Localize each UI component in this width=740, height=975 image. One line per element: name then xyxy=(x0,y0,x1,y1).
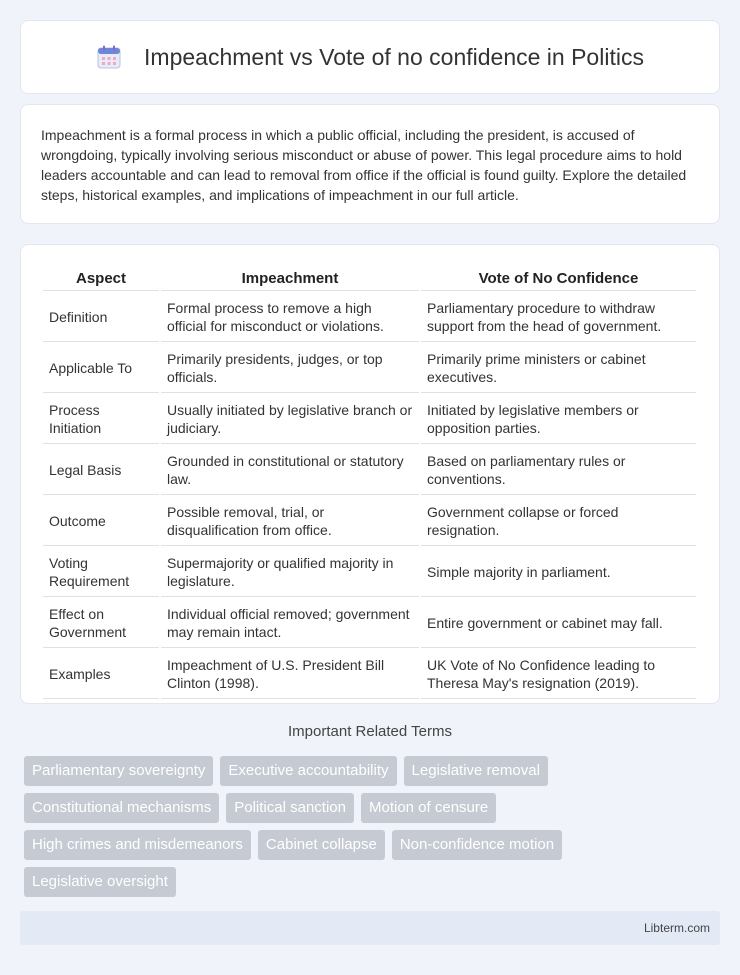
related-term-tag[interactable]: High crimes and misdemeanors xyxy=(24,830,251,860)
column-header-vote: Vote of No Confidence xyxy=(421,267,696,291)
column-header-impeachment: Impeachment xyxy=(161,267,419,291)
cell-vote: Entire government or cabinet may fall. xyxy=(421,599,696,648)
footer xyxy=(20,911,720,945)
table-row xyxy=(43,650,696,699)
related-terms-list xyxy=(24,756,716,904)
footer-brand: Libterm.com xyxy=(643,921,710,935)
related-term-tag[interactable]: Political sanction xyxy=(226,793,354,823)
table-row xyxy=(43,446,696,495)
cell-aspect: Applicable To xyxy=(43,344,159,393)
cell-vote: Based on parliamentary rules or conventions. xyxy=(421,446,696,495)
table-row xyxy=(43,548,696,597)
cell-aspect: Examples xyxy=(43,650,159,699)
cell-aspect: Effect on Government xyxy=(43,599,159,648)
related-term-tag[interactable]: Non-confidence motion xyxy=(392,830,562,860)
intro-text: Impeachment is a formal process in which a public official, including the president, is accused of wrongdoing, typically involving serious misconduct or abuse of power. This legal procedure aims to hold leaders accountable and can lead to removal from office if the official is found guilty. Explore the detailed steps, historical examples, and implications of impeachment in our full article. xyxy=(41,127,687,203)
table-row xyxy=(43,293,696,342)
cell-vote: UK Vote of No Confidence leading to Theresa May's resignation (2019). xyxy=(421,650,696,699)
cell-impeachment: Individual official removed; government may remain intact. xyxy=(161,599,419,648)
cell-vote: Primarily prime ministers or cabinet executives. xyxy=(421,344,696,393)
header-card xyxy=(20,20,720,94)
table-row xyxy=(43,395,696,444)
cell-impeachment: Impeachment of U.S. President Bill Clinton (1998). xyxy=(161,650,419,699)
column-header-aspect: Aspect xyxy=(43,267,159,291)
cell-aspect: Voting Requirement xyxy=(43,548,159,597)
cell-impeachment: Possible removal, trial, or disqualification from office. xyxy=(161,497,419,546)
cell-impeachment: Grounded in constitutional or statutory law. xyxy=(161,446,419,495)
table-row xyxy=(43,344,696,393)
related-term-tag[interactable]: Parliamentary sovereignty xyxy=(24,756,213,786)
table-row xyxy=(43,497,696,546)
related-term-tag[interactable]: Executive accountability xyxy=(220,756,396,786)
cell-vote: Simple majority in parliament. xyxy=(421,548,696,597)
cell-vote: Parliamentary procedure to withdraw support from the head of government. xyxy=(421,293,696,342)
cell-impeachment: Formal process to remove a high official for misconduct or violations. xyxy=(161,293,419,342)
related-term-tag[interactable]: Constitutional mechanisms xyxy=(24,793,219,823)
calendar-icon xyxy=(96,44,122,70)
cell-vote: Government collapse or forced resignation. xyxy=(421,497,696,546)
cell-aspect: Legal Basis xyxy=(43,446,159,495)
related-term-tag[interactable]: Motion of censure xyxy=(361,793,496,823)
comparison-table-card xyxy=(20,244,720,704)
table-row xyxy=(43,599,696,648)
page-title: Impeachment vs Vote of no confidence in Politics xyxy=(144,43,644,70)
cell-impeachment: Usually initiated by legislative branch or judiciary. xyxy=(161,395,419,444)
table-header-row xyxy=(43,267,696,291)
related-term-tag[interactable]: Legislative removal xyxy=(404,756,548,786)
cell-vote: Initiated by legislative members or opposition parties. xyxy=(421,395,696,444)
cell-impeachment: Primarily presidents, judges, or top officials. xyxy=(161,344,419,393)
related-term-tag[interactable]: Cabinet collapse xyxy=(258,830,385,860)
cell-aspect: Definition xyxy=(43,293,159,342)
related-term-tag[interactable]: Legislative oversight xyxy=(24,867,176,897)
related-terms-title: Important Related Terms xyxy=(288,723,452,740)
cell-impeachment: Supermajority or qualified majority in legislature. xyxy=(161,548,419,597)
cell-aspect: Outcome xyxy=(43,497,159,546)
comparison-table xyxy=(41,265,698,701)
cell-aspect: Process Initiation xyxy=(43,395,159,444)
intro-card xyxy=(20,104,720,224)
